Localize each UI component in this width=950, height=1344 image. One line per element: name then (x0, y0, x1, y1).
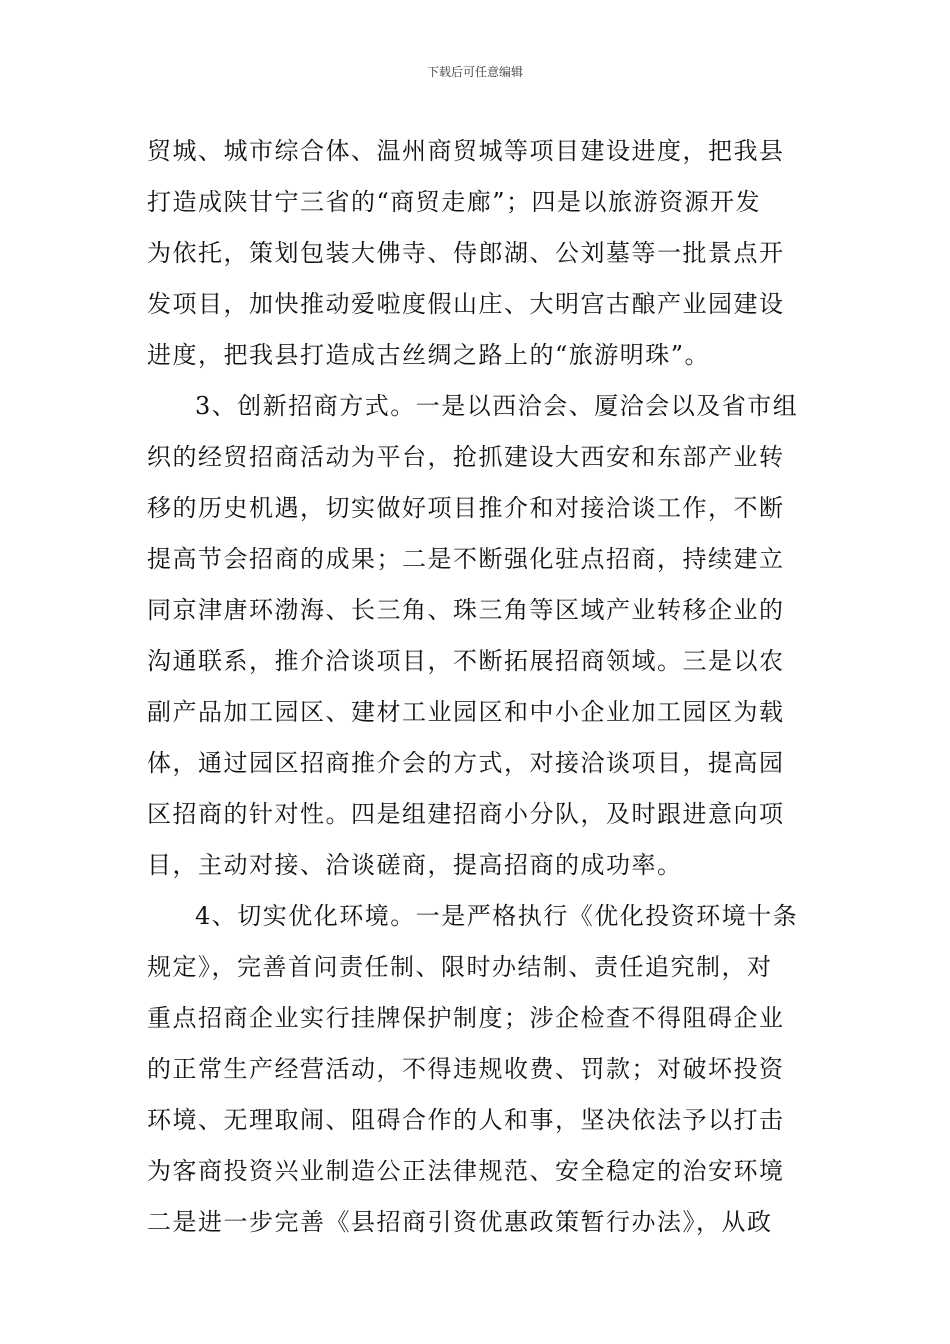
text-line: 发项目，加快推动爱啦度假山庄、大明宫古酿产业园建设 (147, 290, 785, 318)
document-body (147, 126, 807, 1248)
text-line: 打造成陕甘宁三省的“商贸走廊”；四是以旅游资源开发 (147, 188, 762, 216)
text-line: 重点招商企业实行挂牌保护制度；涉企检查不得阻碍企业 (147, 1004, 785, 1032)
text-line: 进度，把我县打造成古丝绸之路上的“旅游明珠”。 (147, 341, 711, 369)
text-line: 体，通过园区招商推介会的方式，对接洽谈项目，提高园 (147, 749, 785, 777)
text-line: 4、切实优化环境。一是严格执行《优化投资环境十条 (195, 902, 799, 930)
text-line: 的正常生产经营活动，不得违规收费、罚款；对破坏投资 (147, 1055, 785, 1083)
text-line: 贸城、城市综合体、温州商贸城等项目建设进度，把我县 (147, 137, 785, 165)
text-line: 沟通联系，推介洽谈项目，不断拓展招商领域。三是以农 (147, 647, 785, 675)
text-line: 副产品加工园区、建材工业园区和中小企业加工园区为载 (147, 698, 785, 726)
text-line: 为依托，策划包装大佛寺、侍郎湖、公刘墓等一批景点开 (147, 239, 785, 267)
text-line: 规定》，完善首问责任制、限时办结制、责任追究制，对 (147, 953, 773, 981)
text-line: 目，主动对接、洽谈磋商，提高招商的成功率。 (147, 851, 683, 879)
text-line: 二是进一步完善《县招商引资优惠政策暂行办法》，从政 (147, 1208, 773, 1236)
text-line: 同京津唐环渤海、长三角、珠三角等区域产业转移企业的 (147, 596, 785, 624)
text-line: 织的经贸招商活动为平台，抢抓建设大西安和东部产业转 (147, 443, 785, 471)
text-line: 移的历史机遇，切实做好项目推介和对接洽谈工作，不断 (147, 494, 785, 522)
text-line: 3、创新招商方式。一是以西洽会、厦洽会以及省市组 (195, 392, 799, 420)
text-line: 为客商投资兴业制造公正法律规范、安全稳定的治安环境 (147, 1157, 785, 1185)
text-line: 提高节会招商的成果；二是不断强化驻点招商，持续建立 (147, 545, 785, 573)
text-line: 环境、无理取闹、阻碍合作的人和事，坚决依法予以打击 (147, 1106, 785, 1134)
page-header-note: 下载后可任意编辑 (426, 65, 523, 79)
text-line: 区招商的针对性。四是组建招商小分队，及时跟进意向项 (147, 800, 785, 828)
